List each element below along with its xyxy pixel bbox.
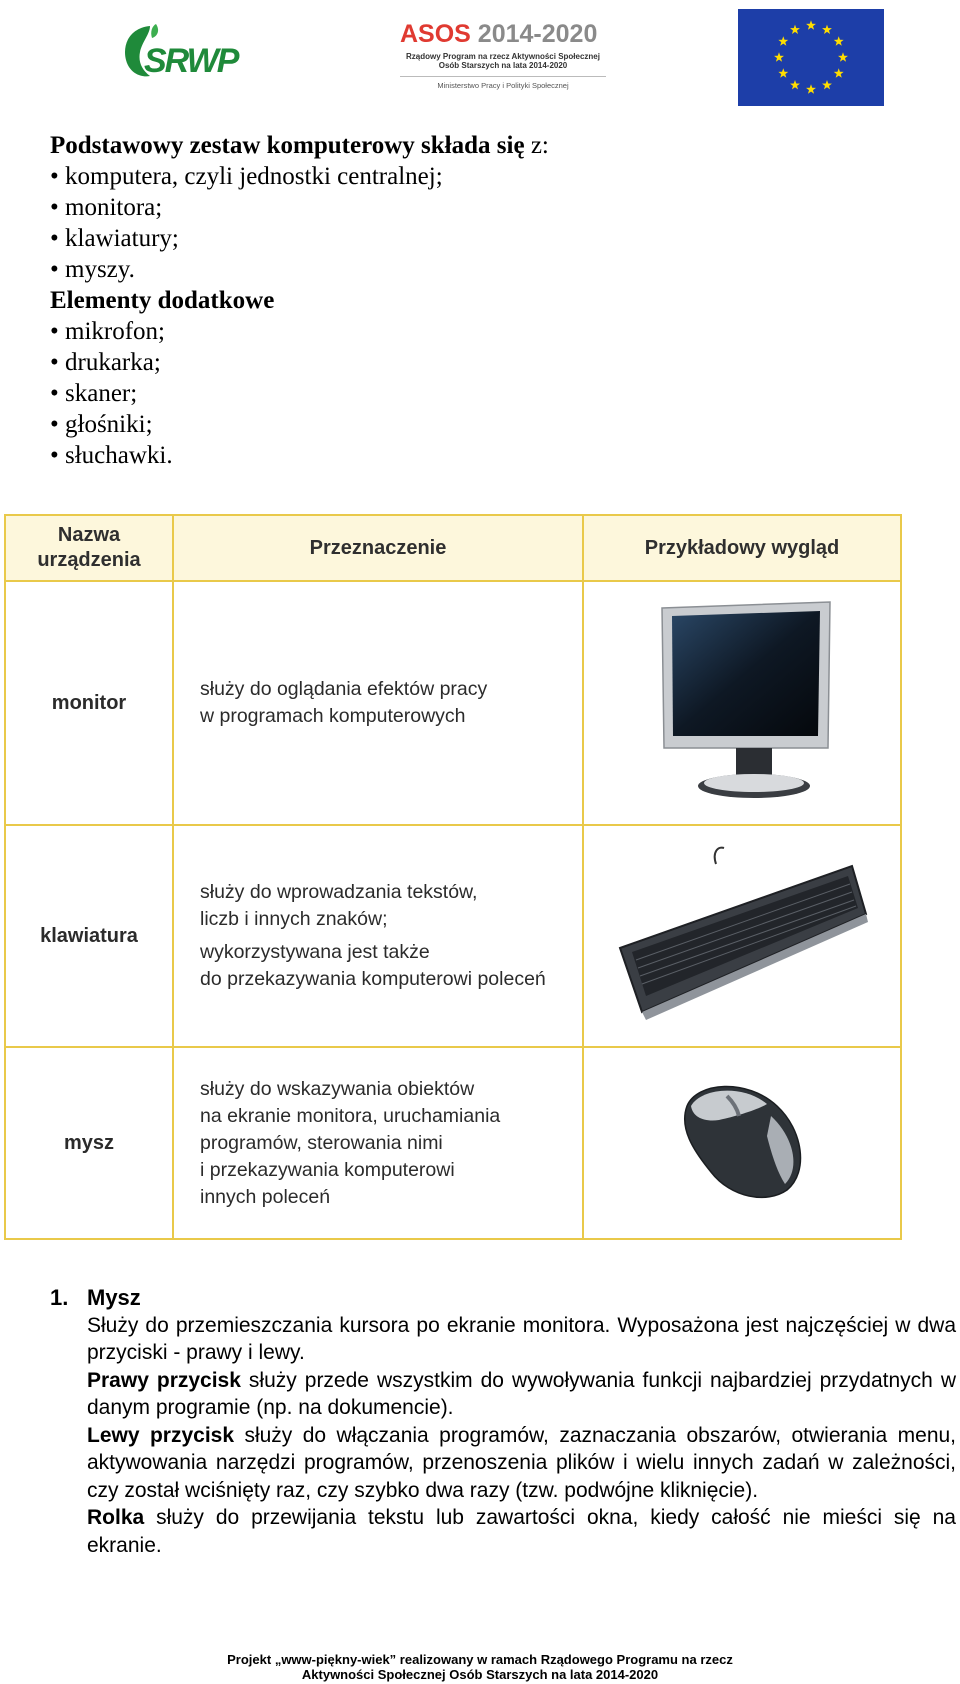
eu-star-icon [838, 52, 848, 61]
device-image-cell-monitor [583, 581, 901, 825]
eu-star-icon [790, 80, 800, 89]
purpose-line: na ekranie monitora, uruchamiania [200, 1104, 501, 1127]
purpose-line: i przekazywania komputerowi [200, 1158, 455, 1181]
asos-ministry: Ministerstwo Pracy i Polityki Społecznej [437, 81, 569, 90]
asos-divider [400, 76, 606, 77]
list-item: • słuchawki. [50, 442, 173, 469]
srwp-logo-text: SRWP [144, 42, 238, 80]
purpose-line: wykorzystywana jest także [200, 941, 430, 963]
device-table-grid [4, 514, 902, 1240]
list-item: • drukarka; [50, 349, 161, 376]
device-purpose-monitor [173, 581, 583, 825]
purpose-line: służy do oglądania efektów pracy [200, 678, 488, 700]
paragraph-wheel-text: służy do przewijania tekstu lub zawartości okna, kiedy całość nie mieści się na ekranie. [87, 1506, 956, 1557]
purpose-line: programów, sterowania nimi [200, 1131, 443, 1154]
table-row [5, 825, 901, 1047]
purpose-line: służy do wprowadzania tekstów, [200, 881, 478, 903]
eu-star-icon [834, 68, 844, 77]
table-header-row [5, 515, 901, 581]
paragraph-intro: Służy do przemieszczania kursora po ekranie monitora. Wyposażona jest najczęściej w dwa przyciski - prawy i lewy. [87, 1313, 956, 1364]
section-mouse [50, 1284, 956, 1559]
purpose-line: innych poleceń [200, 1185, 331, 1208]
device-image-cell-keyboard [583, 825, 901, 1047]
list-item: • klawiatury; [50, 225, 179, 252]
asos-title-red: ASOS [400, 20, 471, 48]
list-item: • komputera, czyli jednostki centralnej; [50, 163, 443, 190]
eu-star-icon [834, 36, 844, 45]
header-appearance: Przykładowy wygląd [583, 515, 901, 581]
list-item: • głośniki; [50, 411, 153, 438]
asos-subtitle-line2: Osób Starszych na lata 2014-2020 [438, 61, 568, 70]
device-purpose-mouse [173, 1047, 583, 1239]
eu-star-icon [778, 68, 788, 77]
purpose-line: w programach komputerowych [200, 705, 466, 727]
eu-star-icon [774, 52, 784, 61]
extras-heading: Elementy dodatkowe [50, 287, 275, 314]
eu-star-icon [790, 25, 800, 34]
purpose-line: służy do wskazywania obiektów [200, 1077, 475, 1100]
header-name-line2: urządzenia [37, 549, 141, 571]
header-name-line1: Nazwa [57, 524, 121, 546]
device-name-mouse: mysz [5, 1047, 173, 1239]
table-row [5, 581, 901, 825]
term-wheel: Rolka [87, 1506, 145, 1529]
intro-heading-bold: Podstawowy zestaw komputerowy składa się [50, 132, 525, 159]
monitor-image [642, 598, 842, 804]
list-item: • mikrofon; [50, 318, 165, 345]
device-image-cell-mouse [583, 1047, 901, 1239]
keyboard-image [612, 844, 872, 1024]
paragraph-left-button [87, 1422, 956, 1505]
term-right-button: Prawy przycisk [87, 1368, 241, 1392]
paragraph-right-button-text: służy przede wszystkim do wywoływania funkcji najbardziej przydatnych w danym programie (np. na dokumencie). [87, 1368, 956, 1419]
asos-title [400, 20, 597, 49]
footer-line1: Projekt „www-piękny-wiek” realizowany w ramach Rządowego Programu na rzecz [227, 1652, 733, 1667]
section-title [50, 1284, 956, 1312]
eu-star-icon [822, 80, 832, 89]
asos-subtitle [400, 52, 606, 70]
eu-star-icon [778, 36, 788, 45]
asos-title-years: 2014-2020 [470, 20, 598, 48]
purpose-line: liczb i innych znaków; [200, 908, 388, 930]
paragraph-left-button-text: służy do włączania programów, zaznaczania obszarów, otwierania menu, aktywowania narzędzi programów, przenoszenia plików i wielu innych zadań w zależności, czy został wciśnięty raz, czy szybko dwa razy (tzw. podwójne kliknięcie). [87, 1423, 957, 1502]
list-item: • monitora; [50, 194, 163, 221]
table-row [5, 1047, 901, 1239]
intro-list [50, 130, 750, 471]
purpose-line: do przekazywania komputerowi poleceń [200, 968, 546, 990]
intro-heading [50, 130, 750, 161]
mouse-image [667, 1076, 817, 1206]
eu-flag-logo [738, 9, 884, 106]
device-purpose-keyboard [173, 825, 583, 1047]
device-table [4, 514, 902, 1240]
device-name-keyboard: klawiatura [5, 825, 173, 1047]
term-left-button: Lewy przycisk [87, 1423, 235, 1447]
section-title-text: Mysz [87, 1285, 141, 1310]
list-item: • myszy. [50, 256, 135, 283]
section-number: 1. [50, 1285, 69, 1310]
asos-subtitle-line1: Rządowy Program na rzecz Aktywności Społecznej [406, 52, 600, 61]
device-name-monitor: monitor [5, 581, 173, 825]
paragraph-right-button [87, 1367, 956, 1422]
eu-star-icon [806, 20, 816, 29]
asos-logo [400, 20, 606, 94]
paragraph-wheel [87, 1504, 956, 1559]
eu-star-icon [806, 84, 816, 93]
header-device-name [5, 515, 173, 581]
list-item: • skaner; [50, 380, 138, 407]
page-footer [0, 1652, 960, 1682]
footer-line2: Aktywności Społecznej Osób Starszych na lata 2014-2020 [301, 1667, 659, 1682]
header-purpose: Przeznaczenie [173, 515, 583, 581]
eu-star-icon [822, 25, 832, 34]
srwp-logo [120, 20, 240, 82]
intro-heading-rest: z: [524, 132, 549, 159]
eu-stars-icon [738, 9, 884, 106]
